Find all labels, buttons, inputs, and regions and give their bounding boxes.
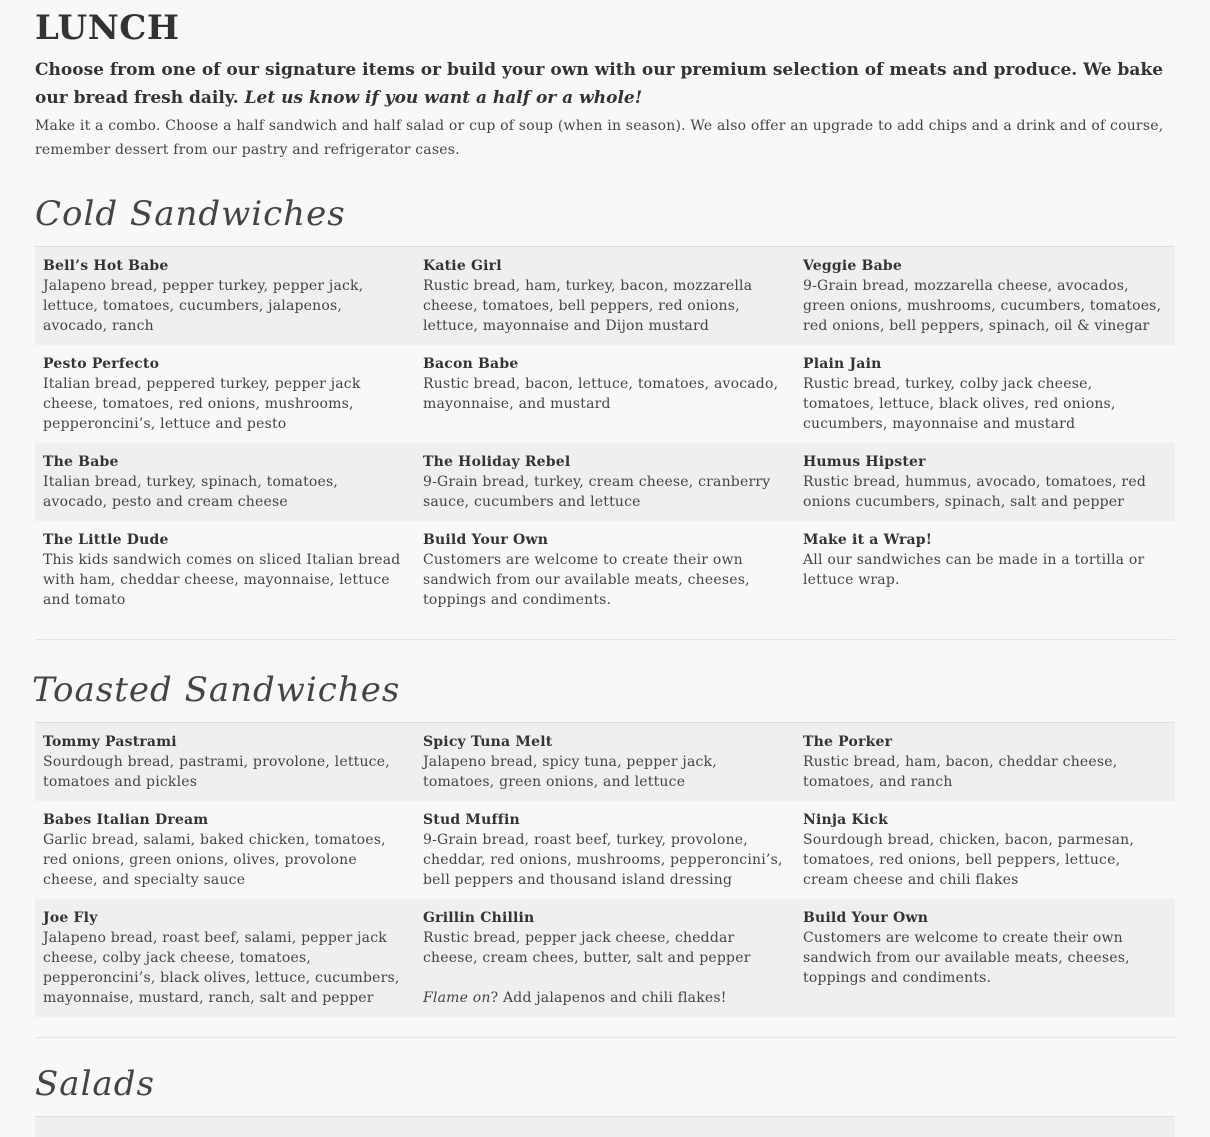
menu-item	[795, 801, 1175, 899]
item-note-text: ? Add jalapenos and chili flakes!	[490, 990, 727, 1006]
section-heading-salads: Salads	[35, 1064, 155, 1104]
item-name: Bell’s Hot Babe	[43, 258, 169, 274]
menu-item	[415, 801, 795, 899]
table-row	[35, 521, 1175, 619]
item-description: Rustic bread, ham, bacon, cheddar cheese, tomatoes, and ranch	[803, 754, 1118, 790]
item-note-emphasis: Flame on	[423, 990, 491, 1006]
item-description: Rustic bread, pepper jack cheese, cheddar cheese, cream chees, butter, salt and pepper	[423, 930, 751, 966]
menu-item	[35, 345, 415, 443]
item-description: Jalapeno bread, pepper turkey, pepper jack, lettuce, tomatoes, cucumbers, jalapenos, avocado, ranch	[43, 278, 364, 334]
item-name: Spicy Tuna Melt	[423, 734, 553, 750]
item-name: Ninja Kick	[803, 812, 889, 828]
menu-item	[795, 247, 1175, 346]
item-description: Jalapeno bread, roast beef, salami, pepper jack cheese, colby jack cheese, tomatoes, pepperoncini’s, black olives, lettuce, cucumbers, mayonnaise, mustard, ranch, salt and pepper	[43, 930, 400, 1006]
menu-item	[415, 723, 795, 802]
menu-item	[35, 521, 415, 619]
menu-item	[415, 247, 795, 346]
item-name: Grillin Chillin	[423, 910, 535, 926]
item-description: Jalapeno bread, spicy tuna, pepper jack, tomatoes, green onions, and lettuce	[423, 754, 717, 790]
lead-paragraph	[35, 56, 1175, 112]
item-name: The Little Dude	[43, 532, 169, 548]
item-name: Babes Italian Dream	[43, 812, 209, 828]
item-description: Italian bread, turkey, spinach, tomatoes, avocado, pesto and cream cheese	[43, 474, 339, 510]
menu-item	[35, 801, 415, 899]
item-name: Joe Fly	[43, 910, 98, 926]
item-name: Plain Jain	[803, 356, 882, 372]
item-name: Pesto Perfecto	[43, 356, 160, 372]
item-name: Katie Girl	[423, 258, 502, 274]
menu-item	[35, 443, 415, 521]
section-heading-cold: Cold Sandwiches	[35, 194, 346, 234]
item-name: Veggie Babe	[803, 258, 902, 274]
menu-item	[35, 899, 415, 1017]
item-name: The Babe	[43, 454, 119, 470]
menu-item	[415, 345, 795, 443]
item-description: 9-Grain bread, mozzarella cheese, avocados, green onions, mushrooms, cucumbers, tomatoes, red onions, bell peppers, spinach, oil & vinegar	[803, 278, 1162, 334]
item-name: Bacon Babe	[423, 356, 519, 372]
item-description: Customers are welcome to create their own sandwich from our available meats, cheeses, toppings and condiments.	[423, 552, 750, 608]
toasted-sandwich-table	[35, 722, 1175, 1017]
menu-item	[795, 723, 1175, 802]
item-description: Rustic bread, ham, turkey, bacon, mozzarella cheese, tomatoes, bell peppers, red onions, lettuce, mayonnaise and Dijon mustard	[423, 278, 753, 334]
section-divider	[35, 639, 1175, 640]
item-name: Build Your Own	[423, 532, 549, 548]
combo-intro: Make it a combo. Choose a half sandwich and half salad or cup of soup (when in season). We also offer an upgrade to add chips and a drink and of course, remember dessert from our pastry and refrigerator cases.	[35, 118, 1164, 158]
section-divider	[35, 1037, 1175, 1038]
table-row	[35, 801, 1175, 899]
item-description: Sourdough bread, chicken, bacon, parmesan, tomatoes, red onions, bell peppers, lettuce, cream cheese and chili flakes	[803, 832, 1135, 888]
item-name: The Holiday Rebel	[423, 454, 571, 470]
menu-item	[35, 247, 415, 346]
item-name: Make it a Wrap!	[803, 532, 933, 548]
item-description: This kids sandwich comes on sliced Italian bread with ham, cheddar cheese, mayonnaise, lettuce and tomato	[43, 552, 401, 608]
section-heading-toasted: Toasted Sandwiches	[32, 670, 401, 710]
item-name: Stud Muffin	[423, 812, 520, 828]
item-description: Rustic bread, bacon, lettuce, tomatoes, avocado, mayonnaise, and mustard	[423, 376, 779, 412]
item-description: 9-Grain bread, roast beef, turkey, provolone, cheddar, red onions, mushrooms, pepperoncini’s, bell peppers and thousand island dressing	[423, 832, 783, 888]
menu-item	[795, 899, 1175, 1017]
item-description: Customers are welcome to create their own sandwich from our available meats, cheeses, toppings and condiments.	[803, 930, 1130, 986]
item-description: Rustic bread, hummus, avocado, tomatoes, red onions cucumbers, spinach, salt and pepper	[803, 474, 1146, 510]
lead-emphasis: Let us know if you want a half or a whole!	[244, 88, 643, 108]
table-row	[35, 899, 1175, 1017]
menu-item	[415, 899, 795, 1017]
item-description: 9-Grain bread, turkey, cream cheese, cranberry sauce, cucumbers and lettuce	[423, 474, 771, 510]
menu-item	[795, 443, 1175, 521]
table-row	[35, 345, 1175, 443]
item-description: Rustic bread, turkey, colby jack cheese, tomatoes, lettuce, black olives, red onions, cucumbers, mayonnaise and mustard	[803, 376, 1116, 432]
item-name: The Porker	[803, 734, 893, 750]
item-name: Build Your Own	[803, 910, 929, 926]
menu-item	[415, 443, 795, 521]
lead-text: Choose from one of our signature items or build your own with our premium selection of meats and produce. We bake our bread fresh daily.	[35, 60, 1164, 108]
item-name: Tommy Pastrami	[43, 734, 177, 750]
page-title: LUNCH	[35, 8, 180, 48]
item-name: Humus Hipster	[803, 454, 926, 470]
table-row	[35, 723, 1175, 802]
menu-item	[415, 521, 795, 619]
menu-item	[795, 521, 1175, 619]
menu-item	[35, 723, 415, 802]
salad-table-start	[35, 1116, 1175, 1137]
item-description: Italian bread, peppered turkey, pepper jack cheese, tomatoes, red onions, mushrooms, pepperoncini’s, lettuce and pesto	[43, 376, 361, 432]
lunch-menu	[32, 0, 1175, 1137]
item-note	[423, 988, 787, 1008]
item-description: All our sandwiches can be made in a tortilla or lettuce wrap.	[803, 552, 1145, 588]
item-description: Garlic bread, salami, baked chicken, tomatoes, red onions, green onions, olives, provolone cheese, and specialty sauce	[43, 832, 386, 888]
table-row	[35, 247, 1175, 346]
table-row	[35, 443, 1175, 521]
item-description: Sourdough bread, pastrami, provolone, lettuce, tomatoes and pickles	[43, 754, 390, 790]
menu-item	[795, 345, 1175, 443]
cold-sandwich-table	[35, 246, 1175, 619]
